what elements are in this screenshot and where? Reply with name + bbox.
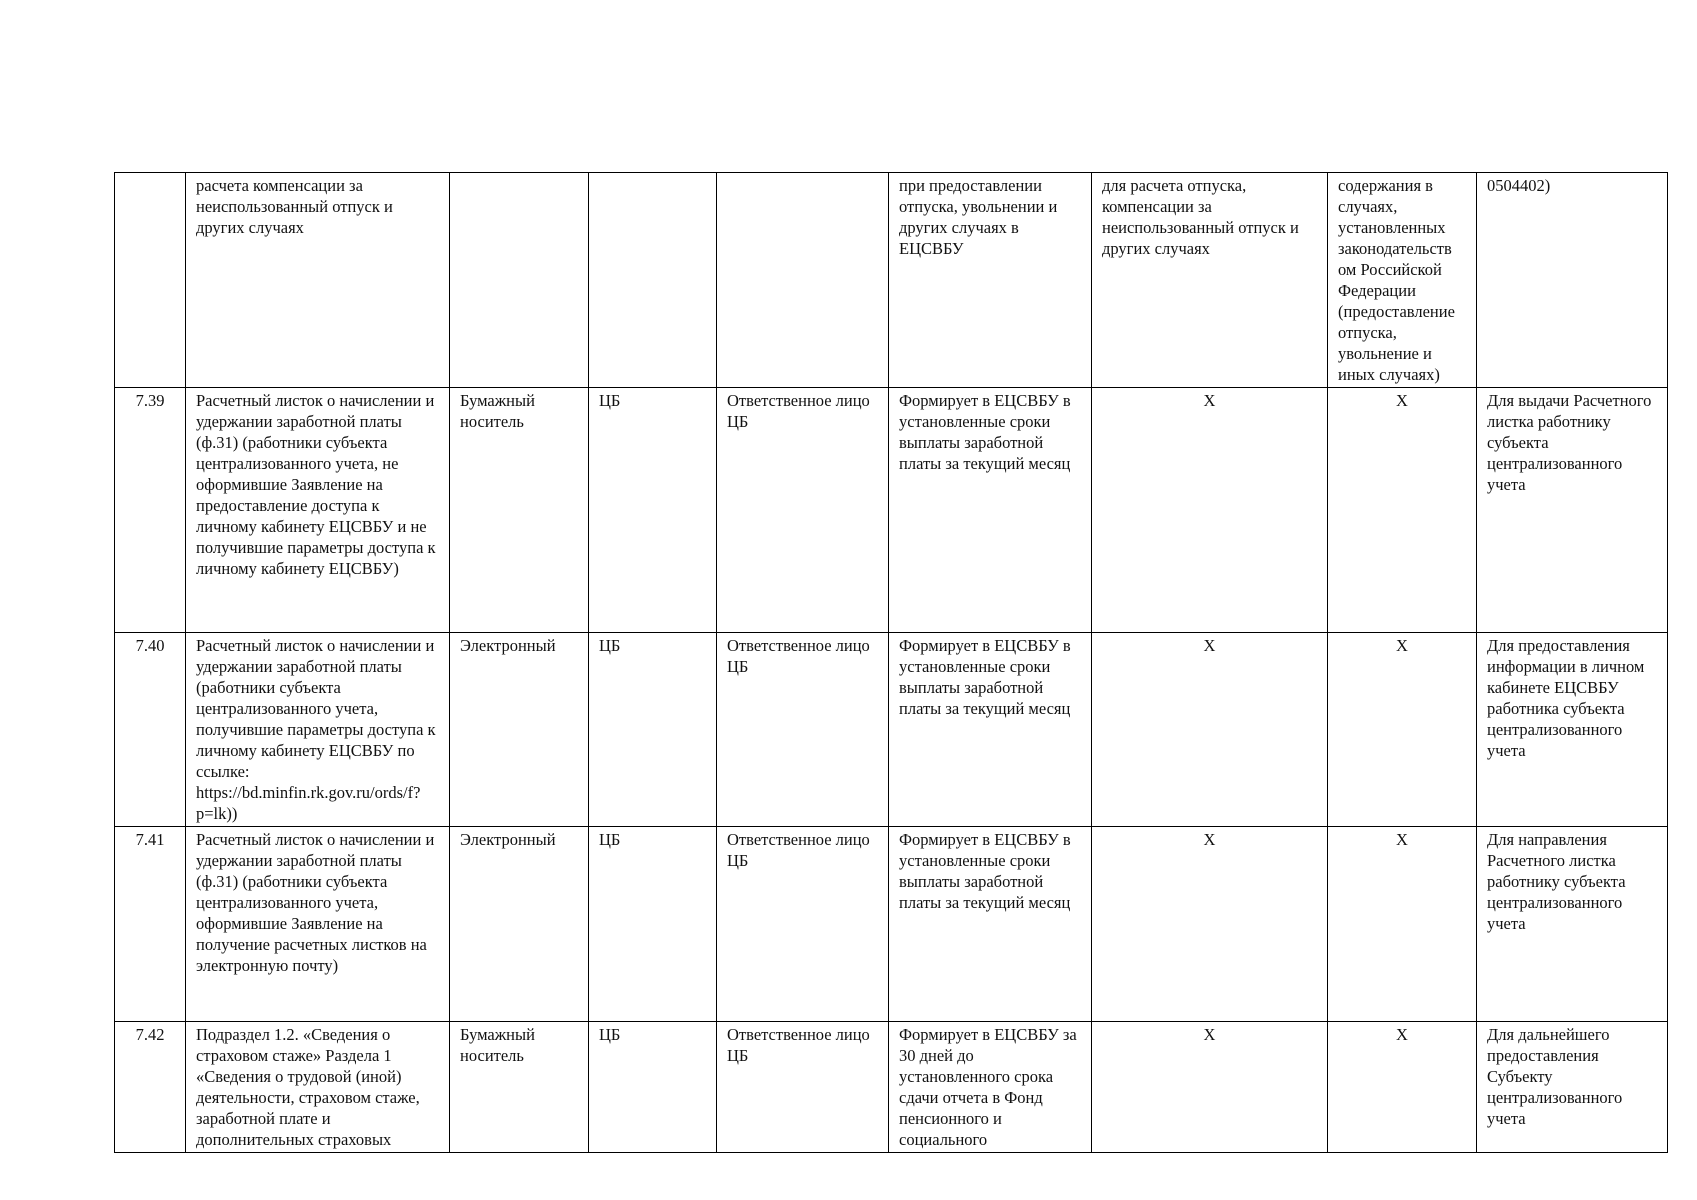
column-7-cell: Х (1092, 1022, 1328, 1153)
deadline-cell: Формирует в ЕЦСВБУ за 30 дней до установленного срока сдачи отчета в Фонд пенсионного и социального (889, 1022, 1092, 1153)
purpose-cell: Для предоставления информации в личном кабинете ЕЦСВБУ работника субъекта централизованного учета (1477, 633, 1668, 827)
deadline-cell: при предоставлении отпуска, увольнении и других случаях в ЕЦСВБУ (889, 173, 1092, 388)
medium-cell: Бумажный носитель (450, 388, 589, 633)
who-forms-cell: ЦБ (589, 827, 717, 1022)
document-name-cell: Расчетный листок о начислении и удержании заработной платы (ф.31) (работники субъекта централизованного учета, не оформившие Заявление на предоставление доступа к личному кабинету ЕЦСВБУ и не получившие параметры доступа к личному кабинету ЕЦСВБУ) (186, 388, 450, 633)
table-row (115, 388, 1668, 633)
medium-cell: Бумажный носитель (450, 1022, 589, 1153)
responsible-cell: Ответственное лицо ЦБ (717, 1022, 889, 1153)
table-row (115, 1022, 1668, 1153)
responsible-cell (717, 173, 889, 388)
column-8-cell: Х (1328, 633, 1477, 827)
purpose-cell: Для выдачи Расчетного листка работнику субъекта централизованного учета (1477, 388, 1668, 633)
responsible-cell: Ответственное лицо ЦБ (717, 633, 889, 827)
purpose-cell: Для дальнейшего предоставления Субъекту централизованного учета (1477, 1022, 1668, 1153)
column-7-cell: для расчета отпуска, компенсации за неиспользованный отпуск и других случаях (1092, 173, 1328, 388)
document-name-cell: Подраздел 1.2. «Сведения о страховом стаже» Раздела 1 «Сведения о трудовой (иной) деятельности, страховом стаже, заработной плате и дополнительных страховых (186, 1022, 450, 1153)
who-forms-cell: ЦБ (589, 388, 717, 633)
document-table (114, 172, 1668, 1153)
who-forms-cell (589, 173, 717, 388)
column-7-cell: Х (1092, 827, 1328, 1022)
document-name-cell: расчета компенсации за неиспользованный отпуск и других случаях (186, 173, 450, 388)
table-row (115, 827, 1668, 1022)
deadline-cell: Формирует в ЕЦСВБУ в установленные сроки выплаты заработной платы за текущий месяц (889, 827, 1092, 1022)
purpose-cell: Для направления Расчетного листка работнику субъекта централизованного учета (1477, 827, 1668, 1022)
column-8-cell: Х (1328, 1022, 1477, 1153)
row-number-cell: 7.39 (115, 388, 186, 633)
column-7-cell: Х (1092, 633, 1328, 827)
column-8-cell: Х (1328, 827, 1477, 1022)
row-number-cell: 7.42 (115, 1022, 186, 1153)
table-row (115, 173, 1668, 388)
column-8-cell: Х (1328, 388, 1477, 633)
deadline-cell: Формирует в ЕЦСВБУ в установленные сроки выплаты заработной платы за текущий месяц (889, 388, 1092, 633)
responsible-cell: Ответственное лицо ЦБ (717, 388, 889, 633)
responsible-cell: Ответственное лицо ЦБ (717, 827, 889, 1022)
medium-cell (450, 173, 589, 388)
row-number-cell: 7.41 (115, 827, 186, 1022)
medium-cell: Электронный (450, 633, 589, 827)
column-7-cell: Х (1092, 388, 1328, 633)
who-forms-cell: ЦБ (589, 1022, 717, 1153)
who-forms-cell: ЦБ (589, 633, 717, 827)
row-number-cell (115, 173, 186, 388)
medium-cell: Электронный (450, 827, 589, 1022)
purpose-cell: 0504402) (1477, 173, 1668, 388)
document-name-cell: Расчетный листок о начислении и удержании заработной платы (ф.31) (работники субъекта централизованного учета, оформившие Заявление на получение расчетных листков на электронную почту) (186, 827, 450, 1022)
column-8-cell: содержания в случаях, установленных законодательств ом Российской Федерации (предоставление отпуска, увольнение и иных случаях) (1328, 173, 1477, 388)
deadline-cell: Формирует в ЕЦСВБУ в установленные сроки выплаты заработной платы за текущий месяц (889, 633, 1092, 827)
table-row (115, 633, 1668, 827)
row-number-cell: 7.40 (115, 633, 186, 827)
document-name-cell: Расчетный листок о начислении и удержании заработной платы (работники субъекта централизованного учета, получившие параметры доступа к личному кабинету ЕЦСВБУ по ссылке: https://bd.minfin.rk.gov.ru/ords/f?p=lk)) (186, 633, 450, 827)
